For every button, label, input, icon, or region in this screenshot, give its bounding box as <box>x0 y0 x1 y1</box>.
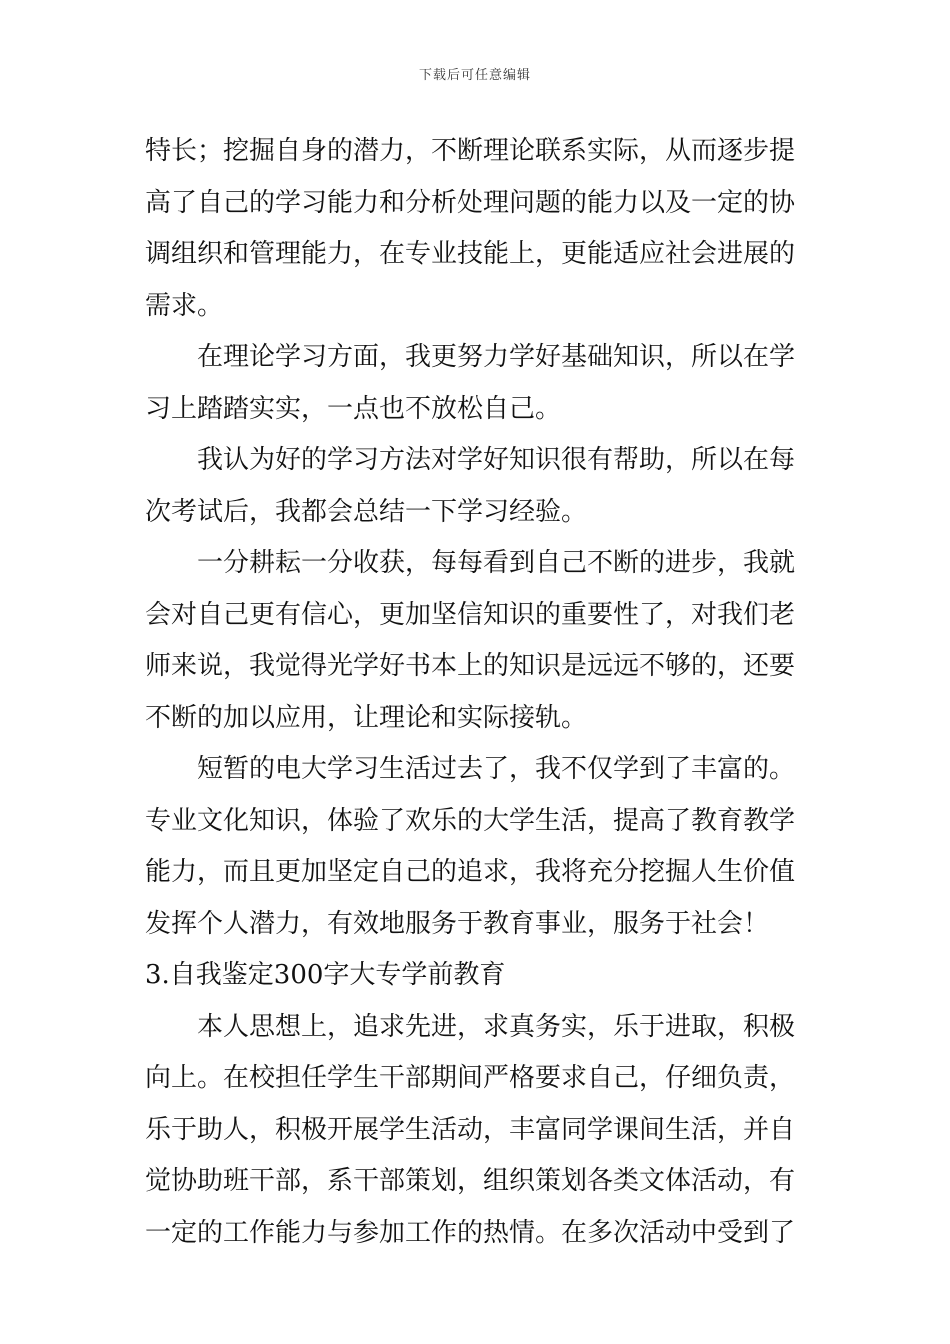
text-line: 向上。在校担任学生干部期间严格要求自己，仔细负责， <box>145 1063 796 1093</box>
paragraph-start: 我认为好的学习方法对学好知识很有帮助，所以在每 <box>197 445 796 475</box>
text-line: 次考试后，我都会总结一下学习经验。 <box>145 496 588 527</box>
text-line: 一定的工作能力与参加工作的热情。在多次活动中受到了 <box>145 1217 796 1248</box>
text-line: 专业文化知识，体验了欢乐的大学生活，提高了教育教学 <box>145 805 796 836</box>
paragraph-start: 在理论学习方面，我更努力学好基础知识，所以在学 <box>197 342 796 372</box>
text-line: 特长；挖掘自身的潜力，不断理论联系实际，从而逐步提 <box>145 136 796 166</box>
text-line: 不断的加以应用，让理论和实际接轨。 <box>145 702 588 733</box>
text-line: 高了自己的学习能力和分析处理问题的能力以及一定的协 <box>145 187 796 218</box>
paragraph-start: 一分耕耘一分收获，每每看到自己不断的进步，我就 <box>197 548 796 578</box>
text-line: 会对自己更有信心，更加坚信知识的重要性了，对我们老 <box>145 599 796 630</box>
section-heading: 3.自我鉴定300字大专学前教育 <box>145 960 506 990</box>
text-line: 习上踏踏实实，一点也不放松自己。 <box>145 393 562 424</box>
text-line: 师来说，我觉得光学好书本上的知识是远远不够的，还要 <box>145 651 796 681</box>
text-line: 发挥个人潜力，有效地服务于教育事业，服务于社会！ <box>145 908 770 939</box>
text-line: 能力，而且更加坚定自己的追求，我将充分挖掘人生价值 <box>145 857 796 887</box>
paragraph-start: 短暂的电大学习生活过去了，我不仅学到了丰富的。 <box>197 754 796 784</box>
text-line: 需求。 <box>145 290 224 321</box>
document-body <box>145 126 805 1259</box>
paragraph-start: 本人思想上，追求先进，求真务实，乐于进取，积极 <box>197 1011 796 1042</box>
text-line: 觉协助班干部，系干部策划，组织策划各类文体活动，有 <box>145 1166 796 1196</box>
text-line: 调组织和管理能力，在专业技能上，更能适应社会进展的 <box>145 239 796 269</box>
text-line: 乐于助人，积极开展学生活动，丰富同学课间生活，并自 <box>145 1114 796 1145</box>
page-header: 下载后可任意编辑 <box>418 68 531 83</box>
